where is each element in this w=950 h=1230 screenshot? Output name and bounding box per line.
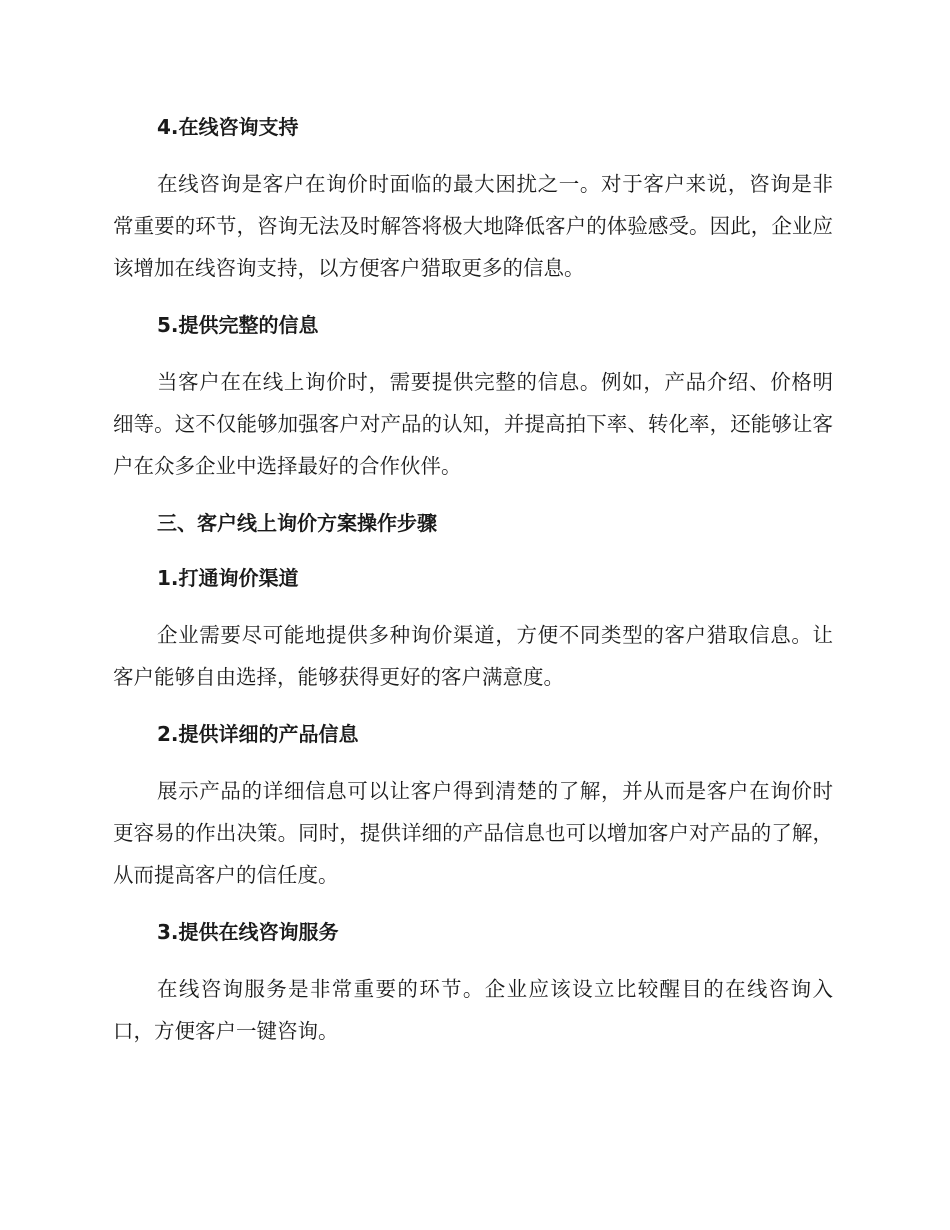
section-heading-online-consult-support: 4.在线咨询支持 [157, 115, 299, 139]
paragraph-complete-info: 当客户在在线上询价时，需要提供完整的信息。例如，产品介绍、价格明细等。这不仅能够加强客户对产品的认知，并提高拍下率、转化率，还能够让客户在众多企业中选择最好的合作伙伴。 [113, 370, 833, 478]
paragraph-product-details: 展示产品的详细信息可以让客户得到清楚的了解，并从而是客户在询价时更容易的作出决策。同时，提供详细的产品信息也可以增加客户对产品的了解，从而提高客户的信任度。 [113, 779, 833, 887]
paragraph-online-consult-support: 在线咨询是客户在询价时面临的最大困扰之一。对于客户来说，咨询是非常重要的环节，咨询无法及时解答将极大地降低客户的体验感受。因此，企业应该增加在线咨询支持，以方便客户猎取更多的信息。 [113, 172, 833, 280]
paragraph-online-consult-service: 在线咨询服务是非常重要的环节。企业应该设立比较醒目的在线咨询入口，方便客户一键咨询。 [113, 977, 833, 1043]
chapter-heading-operation-steps: 三、客户线上询价方案操作步骤 [157, 511, 437, 535]
document-page [113, 108, 833, 1069]
section-heading-product-details: 2.提供详细的产品信息 [157, 722, 359, 746]
section-heading-online-consult-service: 3.提供在线咨询服务 [157, 920, 339, 944]
section-heading-open-channels: 1.打通询价渠道 [157, 566, 299, 590]
section-heading-complete-info: 5.提供完整的信息 [157, 313, 319, 337]
paragraph-open-channels: 企业需要尽可能地提供多种询价渠道，方便不同类型的客户猎取信息。让客户能够自由选择，能够获得更好的客户满意度。 [113, 623, 833, 689]
